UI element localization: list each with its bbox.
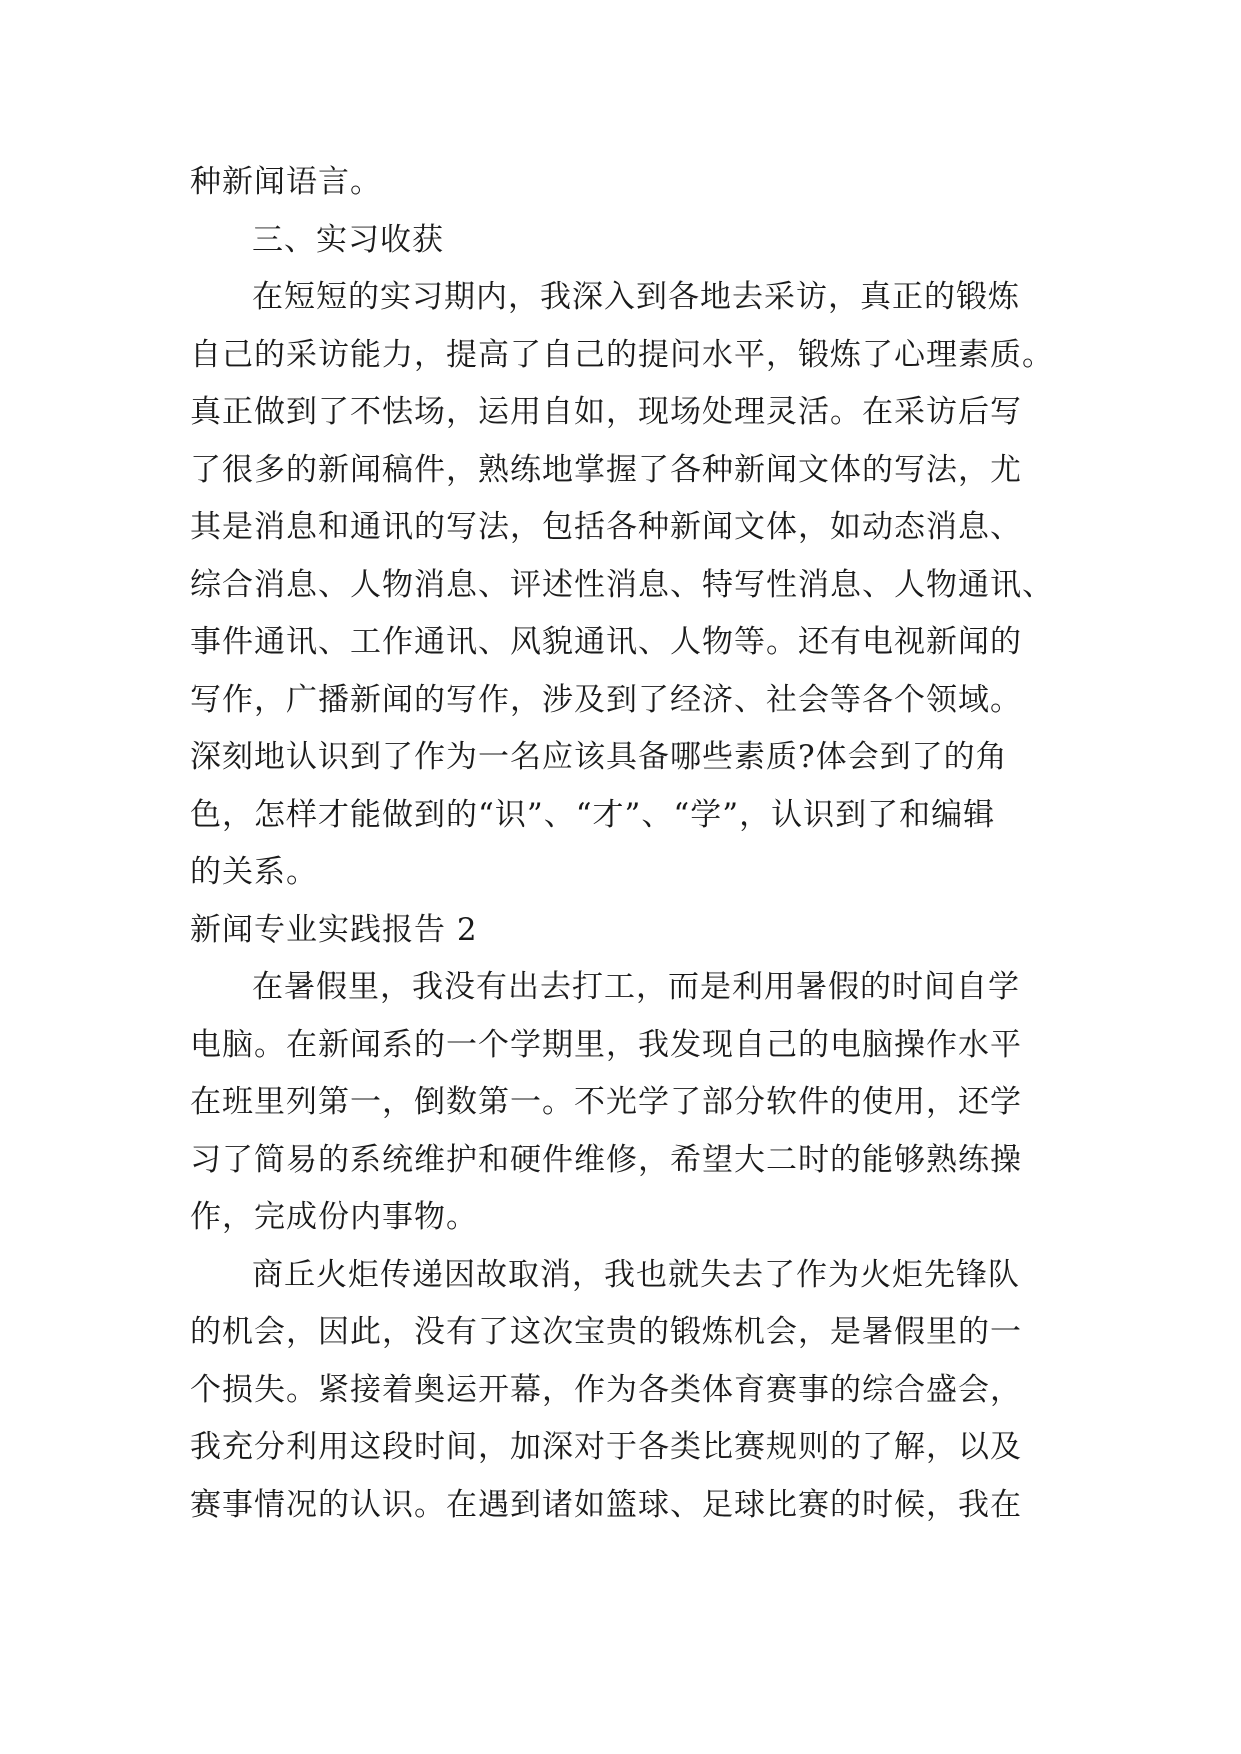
document-body xyxy=(190,154,1070,1534)
paragraph: 在暑假里，我没有出去打工，而是利用暑假的时间自学 电脑。在新闻系的一个学期里，我发现自己的电脑操作水平 在班里列第一，倒数第一。不光学了部分软件的使用，还学 习了简易的系统维护和硬件维修，希望大二时的能够熟练操 作，完成份内事物。 xyxy=(190,969,1022,1235)
paragraph: 在短短的实习期内，我深入到各地去采访，真正的锻炼 自己的采访能力，提高了自己的提问水平，锻炼了心理素质。 真正做到了不怯场，运用自如，现场处理灵活。在采访后写 了很多的新闻稿件，熟练地掌握了各种新闻文体的写法，尤 其是消息和通讯的写法，包括各种新闻文体，如动态消息、 综合消息、人物消息、评述性消息、特写性消息、人物通讯、 事件通讯、工作通讯、风貌通讯、人物等。还有电视新闻的 写作，广播新闻的写作，涉及到了经济、社会等各个领域。 深刻地认识到了作为一名应该具备哪些素质?体会到了的角 色，怎样才能做到的“识”、“才”、“学”，认识到了和编辑 的关系。 xyxy=(190,279,1054,890)
section-heading: 三、实习收获 xyxy=(252,221,444,258)
paragraph: 商丘火炬传递因故取消，我也就失去了作为火炬先锋队 的机会，因此，没有了这次宝贵的锻炼机会，是暑假里的一 个损失。紧接着奥运开幕，作为各类体育赛事的综合盛会， 我充分利用这段时间，加深对于各类比赛规则的了解，以及 赛事情况的认识。在遇到诸如篮球、足球比赛的时候，我在 xyxy=(190,1256,1022,1523)
continuation-text: 种新闻语言。 xyxy=(190,164,382,200)
report-title: 新闻专业实践报告 2 xyxy=(190,911,478,948)
